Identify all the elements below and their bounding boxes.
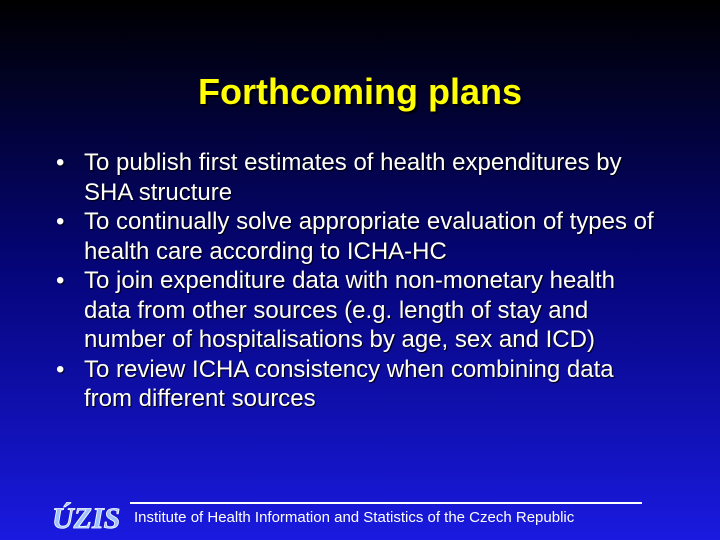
slide-title: Forthcoming plans xyxy=(198,71,522,112)
bullet-item xyxy=(56,355,656,414)
footer-divider xyxy=(130,502,642,504)
bullet-list xyxy=(56,148,656,414)
bullet-text: To publish first estimates of health expenditures by SHA structure xyxy=(84,149,622,206)
bullet-icon: • xyxy=(56,208,65,235)
footer-institution: Institute of Health Information and Statistics of the Czech Republic xyxy=(134,509,575,526)
bullet-item xyxy=(56,266,656,355)
bullet-text: To join expenditure data with non-monetary health data from other sources (e.g. length of stay and number of hospitalisations by age, sex and ICD) xyxy=(84,267,615,353)
bullet-item xyxy=(56,148,656,207)
uzis-logo xyxy=(50,490,126,536)
bullet-text: To continually solve appropriate evaluation of types of health care according to ICHA-HC xyxy=(84,208,654,265)
bullet-text: To review ICHA consistency when combining data from different sources xyxy=(84,355,614,412)
bullet-icon: • xyxy=(56,267,65,294)
bullet-icon: • xyxy=(56,355,65,383)
uzis-logo-text: ÚZIS xyxy=(52,502,121,535)
bullet-item xyxy=(56,207,656,266)
bullet-icon: • xyxy=(56,149,65,176)
